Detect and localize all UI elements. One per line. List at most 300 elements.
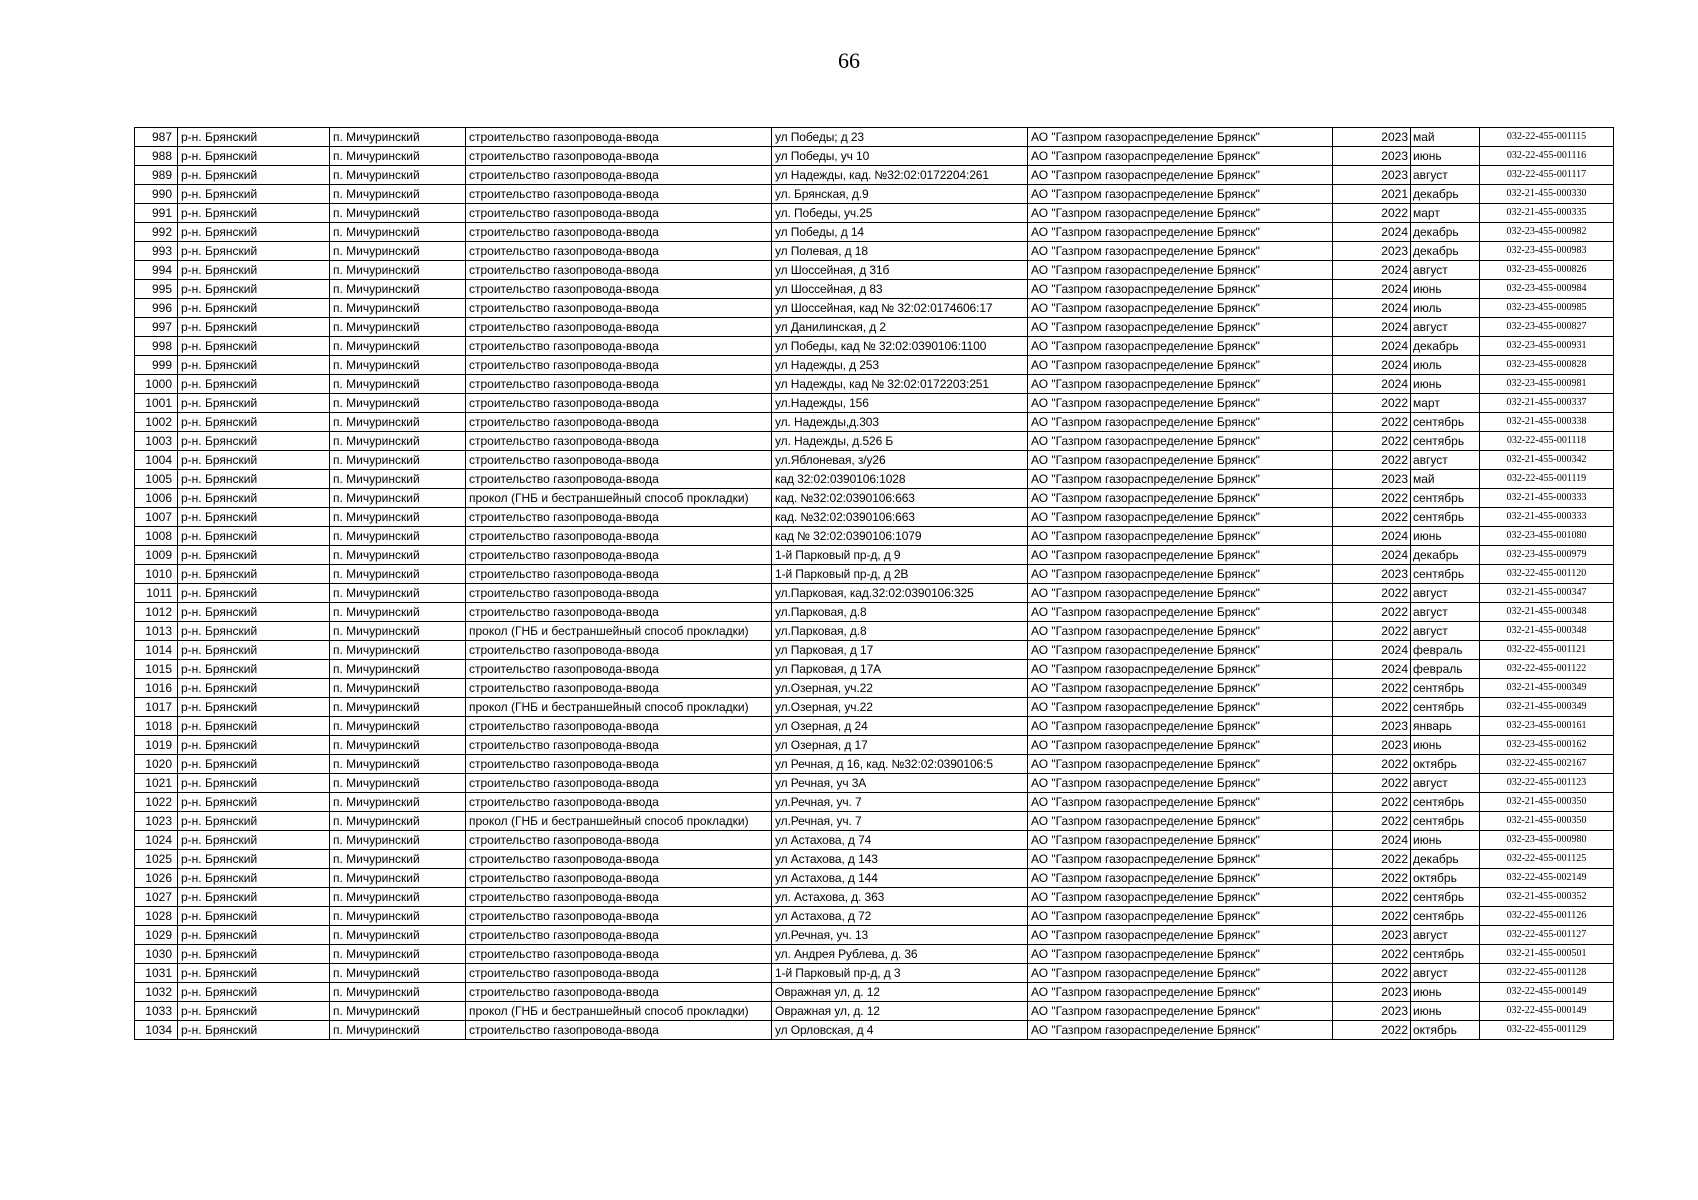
code-cell: 032-21-455-000349 [1480, 698, 1614, 717]
month-cell: июль [1411, 356, 1480, 375]
code-cell: 032-21-455-000348 [1480, 603, 1614, 622]
work-type-cell: строительство газопровода-ввода [466, 432, 772, 451]
settlement-cell: п. Мичуринский [330, 337, 466, 356]
code-cell: 032-21-455-000501 [1480, 945, 1614, 964]
district-cell: р-н. Брянский [178, 432, 330, 451]
page-number: 66 [838, 48, 860, 73]
address-cell: ул Астахова, д 144 [772, 869, 1028, 888]
work-type-cell: строительство газопровода-ввода [466, 774, 772, 793]
code-cell: 032-22-455-001115 [1480, 128, 1614, 147]
month-cell: июнь [1411, 831, 1480, 850]
year-cell: 2022 [1333, 850, 1411, 869]
year-cell: 2024 [1333, 831, 1411, 850]
district-cell: р-н. Брянский [178, 926, 330, 945]
table-row [135, 489, 1614, 508]
settlement-cell: п. Мичуринский [330, 603, 466, 622]
settlement-cell: п. Мичуринский [330, 793, 466, 812]
work-type-cell: строительство газопровода-ввода [466, 831, 772, 850]
code-cell: 032-22-455-001118 [1480, 432, 1614, 451]
year-cell: 2022 [1333, 793, 1411, 812]
address-cell: 1-й Парковый пр-д, д 3 [772, 964, 1028, 983]
month-cell: август [1411, 318, 1480, 337]
row-number-cell: 995 [135, 280, 178, 299]
row-number-cell: 1000 [135, 375, 178, 394]
organization-cell: АО "Газпром газораспределение Брянск" [1028, 413, 1333, 432]
work-type-cell: строительство газопровода-ввода [466, 413, 772, 432]
district-cell: р-н. Брянский [178, 736, 330, 755]
organization-cell: АО "Газпром газораспределение Брянск" [1028, 1021, 1333, 1040]
year-cell: 2024 [1333, 375, 1411, 394]
organization-cell: АО "Газпром газораспределение Брянск" [1028, 489, 1333, 508]
month-cell: март [1411, 204, 1480, 223]
table-row [135, 660, 1614, 679]
table-row [135, 451, 1614, 470]
year-cell: 2024 [1333, 280, 1411, 299]
table-row [135, 793, 1614, 812]
row-number-cell: 1033 [135, 1002, 178, 1021]
year-cell: 2022 [1333, 204, 1411, 223]
month-cell: август [1411, 166, 1480, 185]
year-cell: 2024 [1333, 356, 1411, 375]
district-cell: р-н. Брянский [178, 299, 330, 318]
district-cell: р-н. Брянский [178, 261, 330, 280]
table-row [135, 755, 1614, 774]
district-cell: р-н. Брянский [178, 603, 330, 622]
year-cell: 2024 [1333, 261, 1411, 280]
table-row [135, 394, 1614, 413]
year-cell: 2022 [1333, 413, 1411, 432]
work-type-cell: строительство газопровода-ввода [466, 223, 772, 242]
row-number-cell: 1013 [135, 622, 178, 641]
table-row [135, 527, 1614, 546]
month-cell: сентябрь [1411, 812, 1480, 831]
row-number-cell: 987 [135, 128, 178, 147]
month-cell: август [1411, 774, 1480, 793]
month-cell: июнь [1411, 1002, 1480, 1021]
district-cell: р-н. Брянский [178, 489, 330, 508]
settlement-cell: п. Мичуринский [330, 717, 466, 736]
row-number-cell: 992 [135, 223, 178, 242]
year-cell: 2022 [1333, 603, 1411, 622]
month-cell: сентябрь [1411, 945, 1480, 964]
address-cell: ул Озерная, д 24 [772, 717, 1028, 736]
organization-cell: АО "Газпром газораспределение Брянск" [1028, 698, 1333, 717]
row-number-cell: 1011 [135, 584, 178, 603]
work-type-cell: строительство газопровода-ввода [466, 679, 772, 698]
organization-cell: АО "Газпром газораспределение Брянск" [1028, 584, 1333, 603]
code-cell: 032-23-455-001080 [1480, 527, 1614, 546]
year-cell: 2024 [1333, 223, 1411, 242]
row-number-cell: 989 [135, 166, 178, 185]
work-type-cell: строительство газопровода-ввода [466, 508, 772, 527]
organization-cell: АО "Газпром газораспределение Брянск" [1028, 394, 1333, 413]
address-cell: ул.Озерная, уч.22 [772, 698, 1028, 717]
district-cell: р-н. Брянский [178, 964, 330, 983]
address-cell: ул Шоссейная, д 83 [772, 280, 1028, 299]
settlement-cell: п. Мичуринский [330, 280, 466, 299]
year-cell: 2022 [1333, 1021, 1411, 1040]
row-number-cell: 1006 [135, 489, 178, 508]
district-cell: р-н. Брянский [178, 774, 330, 793]
work-type-cell: прокол (ГНБ и бестраншейный способ прокладки) [466, 1002, 772, 1021]
district-cell: р-н. Брянский [178, 717, 330, 736]
organization-cell: АО "Газпром газораспределение Брянск" [1028, 223, 1333, 242]
year-cell: 2024 [1333, 318, 1411, 337]
year-cell: 2022 [1333, 698, 1411, 717]
work-type-cell: строительство газопровода-ввода [466, 1021, 772, 1040]
table-row [135, 983, 1614, 1002]
settlement-cell: п. Мичуринский [330, 394, 466, 413]
month-cell: декабрь [1411, 546, 1480, 565]
month-cell: июнь [1411, 983, 1480, 1002]
address-cell: кад 32:02:0390106:1028 [772, 470, 1028, 489]
code-cell: 032-23-455-000979 [1480, 546, 1614, 565]
district-cell: р-н. Брянский [178, 546, 330, 565]
work-type-cell: строительство газопровода-ввода [466, 280, 772, 299]
district-cell: р-н. Брянский [178, 318, 330, 337]
organization-cell: АО "Газпром газораспределение Брянск" [1028, 793, 1333, 812]
code-cell: 032-21-455-000352 [1480, 888, 1614, 907]
address-cell: ул Шоссейная, д 31б [772, 261, 1028, 280]
year-cell: 2022 [1333, 584, 1411, 603]
row-number-cell: 1028 [135, 907, 178, 926]
month-cell: сентябрь [1411, 888, 1480, 907]
address-cell: ул Озерная, д 17 [772, 736, 1028, 755]
settlement-cell: п. Мичуринский [330, 489, 466, 508]
settlement-cell: п. Мичуринский [330, 755, 466, 774]
organization-cell: АО "Газпром газораспределение Брянск" [1028, 755, 1333, 774]
address-cell: ул Астахова, д 143 [772, 850, 1028, 869]
organization-cell: АО "Газпром газораспределение Брянск" [1028, 432, 1333, 451]
settlement-cell: п. Мичуринский [330, 926, 466, 945]
month-cell: октябрь [1411, 1021, 1480, 1040]
district-cell: р-н. Брянский [178, 850, 330, 869]
year-cell: 2023 [1333, 166, 1411, 185]
address-cell: ул. Андрея Рублева, д. 36 [772, 945, 1028, 964]
table-row [135, 508, 1614, 527]
table-row [135, 565, 1614, 584]
organization-cell: АО "Газпром газораспределение Брянск" [1028, 318, 1333, 337]
address-cell: ул.Парковая, д.8 [772, 603, 1028, 622]
district-cell: р-н. Брянский [178, 166, 330, 185]
year-cell: 2024 [1333, 546, 1411, 565]
year-cell: 2022 [1333, 394, 1411, 413]
district-cell: р-н. Брянский [178, 641, 330, 660]
code-cell: 032-23-455-000931 [1480, 337, 1614, 356]
row-number-cell: 1004 [135, 451, 178, 470]
work-type-cell: прокол (ГНБ и бестраншейный способ прокладки) [466, 812, 772, 831]
address-cell: 1-й Парковый пр-д, д 2В [772, 565, 1028, 584]
organization-cell: АО "Газпром газораспределение Брянск" [1028, 185, 1333, 204]
code-cell: 032-21-455-000333 [1480, 508, 1614, 527]
district-cell: р-н. Брянский [178, 793, 330, 812]
month-cell: сентябрь [1411, 413, 1480, 432]
settlement-cell: п. Мичуринский [330, 945, 466, 964]
district-cell: р-н. Брянский [178, 185, 330, 204]
district-cell: р-н. Брянский [178, 812, 330, 831]
code-cell: 032-21-455-000333 [1480, 489, 1614, 508]
year-cell: 2024 [1333, 660, 1411, 679]
work-type-cell: строительство газопровода-ввода [466, 299, 772, 318]
organization-cell: АО "Газпром газораспределение Брянск" [1028, 508, 1333, 527]
settlement-cell: п. Мичуринский [330, 470, 466, 489]
settlement-cell: п. Мичуринский [330, 508, 466, 527]
work-type-cell: строительство газопровода-ввода [466, 546, 772, 565]
table-row [135, 736, 1614, 755]
year-cell: 2023 [1333, 470, 1411, 489]
work-type-cell: строительство газопровода-ввода [466, 242, 772, 261]
code-cell: 032-22-455-002167 [1480, 755, 1614, 774]
settlement-cell: п. Мичуринский [330, 128, 466, 147]
district-cell: р-н. Брянский [178, 660, 330, 679]
work-type-cell: строительство газопровода-ввода [466, 641, 772, 660]
settlement-cell: п. Мичуринский [330, 679, 466, 698]
organization-cell: АО "Газпром газораспределение Брянск" [1028, 926, 1333, 945]
table-row [135, 831, 1614, 850]
address-cell: ул Надежды, д 253 [772, 356, 1028, 375]
code-cell: 032-22-455-001125 [1480, 850, 1614, 869]
settlement-cell: п. Мичуринский [330, 964, 466, 983]
work-type-cell: строительство газопровода-ввода [466, 945, 772, 964]
month-cell: январь [1411, 717, 1480, 736]
district-cell: р-н. Брянский [178, 1002, 330, 1021]
row-number-cell: 991 [135, 204, 178, 223]
settlement-cell: п. Мичуринский [330, 546, 466, 565]
month-cell: июнь [1411, 147, 1480, 166]
address-cell: ул.Парковая, кад.32:02:0390106:325 [772, 584, 1028, 603]
settlement-cell: п. Мичуринский [330, 166, 466, 185]
month-cell: август [1411, 584, 1480, 603]
table-row [135, 850, 1614, 869]
year-cell: 2023 [1333, 983, 1411, 1002]
district-cell: р-н. Брянский [178, 280, 330, 299]
district-cell: р-н. Брянский [178, 679, 330, 698]
year-cell: 2022 [1333, 964, 1411, 983]
organization-cell: АО "Газпром газораспределение Брянск" [1028, 622, 1333, 641]
row-number-cell: 1030 [135, 945, 178, 964]
organization-cell: АО "Газпром газораспределение Брянск" [1028, 812, 1333, 831]
organization-cell: АО "Газпром газораспределение Брянск" [1028, 736, 1333, 755]
work-type-cell: строительство газопровода-ввода [466, 356, 772, 375]
settlement-cell: п. Мичуринский [330, 451, 466, 470]
address-cell: ул.Парковая, д.8 [772, 622, 1028, 641]
settlement-cell: п. Мичуринский [330, 660, 466, 679]
address-cell: ул Речная, д 16, кад. №32:02:0390106:5 [772, 755, 1028, 774]
code-cell: 032-22-455-001128 [1480, 964, 1614, 983]
code-cell: 032-23-455-000162 [1480, 736, 1614, 755]
organization-cell: АО "Газпром газораспределение Брянск" [1028, 527, 1333, 546]
table-row [135, 204, 1614, 223]
settlement-cell: п. Мичуринский [330, 1002, 466, 1021]
row-number-cell: 1005 [135, 470, 178, 489]
month-cell: сентябрь [1411, 565, 1480, 584]
district-cell: р-н. Брянский [178, 584, 330, 603]
year-cell: 2023 [1333, 736, 1411, 755]
row-number-cell: 1002 [135, 413, 178, 432]
settlement-cell: п. Мичуринский [330, 869, 466, 888]
month-cell: март [1411, 394, 1480, 413]
organization-cell: АО "Газпром газораспределение Брянск" [1028, 451, 1333, 470]
year-cell: 2022 [1333, 489, 1411, 508]
row-number-cell: 1007 [135, 508, 178, 527]
year-cell: 2022 [1333, 869, 1411, 888]
work-type-cell: строительство газопровода-ввода [466, 869, 772, 888]
organization-cell: АО "Газпром газораспределение Брянск" [1028, 356, 1333, 375]
address-cell: ул Парковая, д 17А [772, 660, 1028, 679]
organization-cell: АО "Газпром газораспределение Брянск" [1028, 660, 1333, 679]
work-type-cell: строительство газопровода-ввода [466, 185, 772, 204]
district-cell: р-н. Брянский [178, 204, 330, 223]
organization-cell: АО "Газпром газораспределение Брянск" [1028, 204, 1333, 223]
month-cell: май [1411, 128, 1480, 147]
year-cell: 2022 [1333, 907, 1411, 926]
work-type-cell: строительство газопровода-ввода [466, 964, 772, 983]
address-cell: Овражная ул, д. 12 [772, 1002, 1028, 1021]
year-cell: 2023 [1333, 926, 1411, 945]
row-number-cell: 1021 [135, 774, 178, 793]
district-cell: р-н. Брянский [178, 527, 330, 546]
organization-cell: АО "Газпром газораспределение Брянск" [1028, 641, 1333, 660]
month-cell: сентябрь [1411, 508, 1480, 527]
code-cell: 032-21-455-000348 [1480, 622, 1614, 641]
code-cell: 032-21-455-000338 [1480, 413, 1614, 432]
table-row [135, 318, 1614, 337]
address-cell: ул Полевая, д 18 [772, 242, 1028, 261]
district-cell: р-н. Брянский [178, 223, 330, 242]
year-cell: 2022 [1333, 812, 1411, 831]
row-number-cell: 1017 [135, 698, 178, 717]
table-row [135, 964, 1614, 983]
table-row [135, 812, 1614, 831]
code-cell: 032-22-455-001126 [1480, 907, 1614, 926]
table-row [135, 375, 1614, 394]
settlement-cell: п. Мичуринский [330, 565, 466, 584]
address-cell: ул Шоссейная, кад № 32:02:0174606:17 [772, 299, 1028, 318]
year-cell: 2024 [1333, 337, 1411, 356]
settlement-cell: п. Мичуринский [330, 736, 466, 755]
table-row [135, 622, 1614, 641]
organization-cell: АО "Газпром газораспределение Брянск" [1028, 1002, 1333, 1021]
table-row [135, 223, 1614, 242]
month-cell: июнь [1411, 280, 1480, 299]
row-number-cell: 1015 [135, 660, 178, 679]
row-number-cell: 1016 [135, 679, 178, 698]
table-row [135, 603, 1614, 622]
work-type-cell: прокол (ГНБ и бестраншейный способ прокладки) [466, 698, 772, 717]
year-cell: 2022 [1333, 888, 1411, 907]
work-type-cell: строительство газопровода-ввода [466, 337, 772, 356]
address-cell: ул Данилинская, д 2 [772, 318, 1028, 337]
work-type-cell: строительство газопровода-ввода [466, 584, 772, 603]
settlement-cell: п. Мичуринский [330, 299, 466, 318]
organization-cell: АО "Газпром газораспределение Брянск" [1028, 565, 1333, 584]
address-cell: ул. Надежды, д.526 Б [772, 432, 1028, 451]
settlement-cell: п. Мичуринский [330, 698, 466, 717]
district-cell: р-н. Брянский [178, 451, 330, 470]
organization-cell: АО "Газпром газораспределение Брянск" [1028, 261, 1333, 280]
row-number-cell: 1014 [135, 641, 178, 660]
year-cell: 2022 [1333, 432, 1411, 451]
code-cell: 032-23-455-000981 [1480, 375, 1614, 394]
table-row [135, 1021, 1614, 1040]
work-type-cell: строительство газопровода-ввода [466, 565, 772, 584]
settlement-cell: п. Мичуринский [330, 204, 466, 223]
district-cell: р-н. Брянский [178, 147, 330, 166]
month-cell: декабрь [1411, 242, 1480, 261]
code-cell: 032-21-455-000335 [1480, 204, 1614, 223]
code-cell: 032-21-455-000349 [1480, 679, 1614, 698]
code-cell: 032-23-455-000826 [1480, 261, 1614, 280]
month-cell: август [1411, 261, 1480, 280]
table-row [135, 869, 1614, 888]
register-body [135, 128, 1614, 1040]
month-cell: декабрь [1411, 185, 1480, 204]
table-row [135, 299, 1614, 318]
work-type-cell: строительство газопровода-ввода [466, 926, 772, 945]
row-number-cell: 1026 [135, 869, 178, 888]
settlement-cell: п. Мичуринский [330, 774, 466, 793]
table-row [135, 280, 1614, 299]
row-number-cell: 1031 [135, 964, 178, 983]
address-cell: ул Речная, уч 3А [772, 774, 1028, 793]
organization-cell: АО "Газпром газораспределение Брянск" [1028, 470, 1333, 489]
row-number-cell: 1022 [135, 793, 178, 812]
organization-cell: АО "Газпром газораспределение Брянск" [1028, 280, 1333, 299]
code-cell: 032-21-455-000342 [1480, 451, 1614, 470]
year-cell: 2023 [1333, 128, 1411, 147]
district-cell: р-н. Брянский [178, 698, 330, 717]
work-type-cell: строительство газопровода-ввода [466, 394, 772, 413]
settlement-cell: п. Мичуринский [330, 318, 466, 337]
organization-cell: АО "Газпром газораспределение Брянск" [1028, 717, 1333, 736]
table-row [135, 926, 1614, 945]
month-cell: декабрь [1411, 223, 1480, 242]
table-row [135, 679, 1614, 698]
settlement-cell: п. Мичуринский [330, 907, 466, 926]
work-type-cell: строительство газопровода-ввода [466, 907, 772, 926]
table-row [135, 128, 1614, 147]
row-number-cell: 1023 [135, 812, 178, 831]
organization-cell: АО "Газпром газораспределение Брянск" [1028, 869, 1333, 888]
settlement-cell: п. Мичуринский [330, 147, 466, 166]
address-cell: 1-й Парковый пр-д, д 9 [772, 546, 1028, 565]
year-cell: 2022 [1333, 679, 1411, 698]
month-cell: август [1411, 926, 1480, 945]
district-cell: р-н. Брянский [178, 1021, 330, 1040]
year-cell: 2022 [1333, 451, 1411, 470]
work-type-cell: строительство газопровода-ввода [466, 736, 772, 755]
organization-cell: АО "Газпром газораспределение Брянск" [1028, 679, 1333, 698]
table-row [135, 888, 1614, 907]
year-cell: 2022 [1333, 755, 1411, 774]
work-type-cell: строительство газопровода-ввода [466, 128, 772, 147]
row-number-cell: 1025 [135, 850, 178, 869]
settlement-cell: п. Мичуринский [330, 527, 466, 546]
code-cell: 032-22-455-001122 [1480, 660, 1614, 679]
settlement-cell: п. Мичуринский [330, 242, 466, 261]
address-cell: ул Парковая, д 17 [772, 641, 1028, 660]
month-cell: июнь [1411, 736, 1480, 755]
settlement-cell: п. Мичуринский [330, 850, 466, 869]
year-cell: 2023 [1333, 242, 1411, 261]
address-cell: ул Надежды, кад № 32:02:0172203:251 [772, 375, 1028, 394]
address-cell: ул Победы, уч 10 [772, 147, 1028, 166]
table-row [135, 432, 1614, 451]
address-cell: кад. №32:02:0390106:663 [772, 508, 1028, 527]
table-row [135, 147, 1614, 166]
settlement-cell: п. Мичуринский [330, 622, 466, 641]
code-cell: 032-23-455-000985 [1480, 299, 1614, 318]
